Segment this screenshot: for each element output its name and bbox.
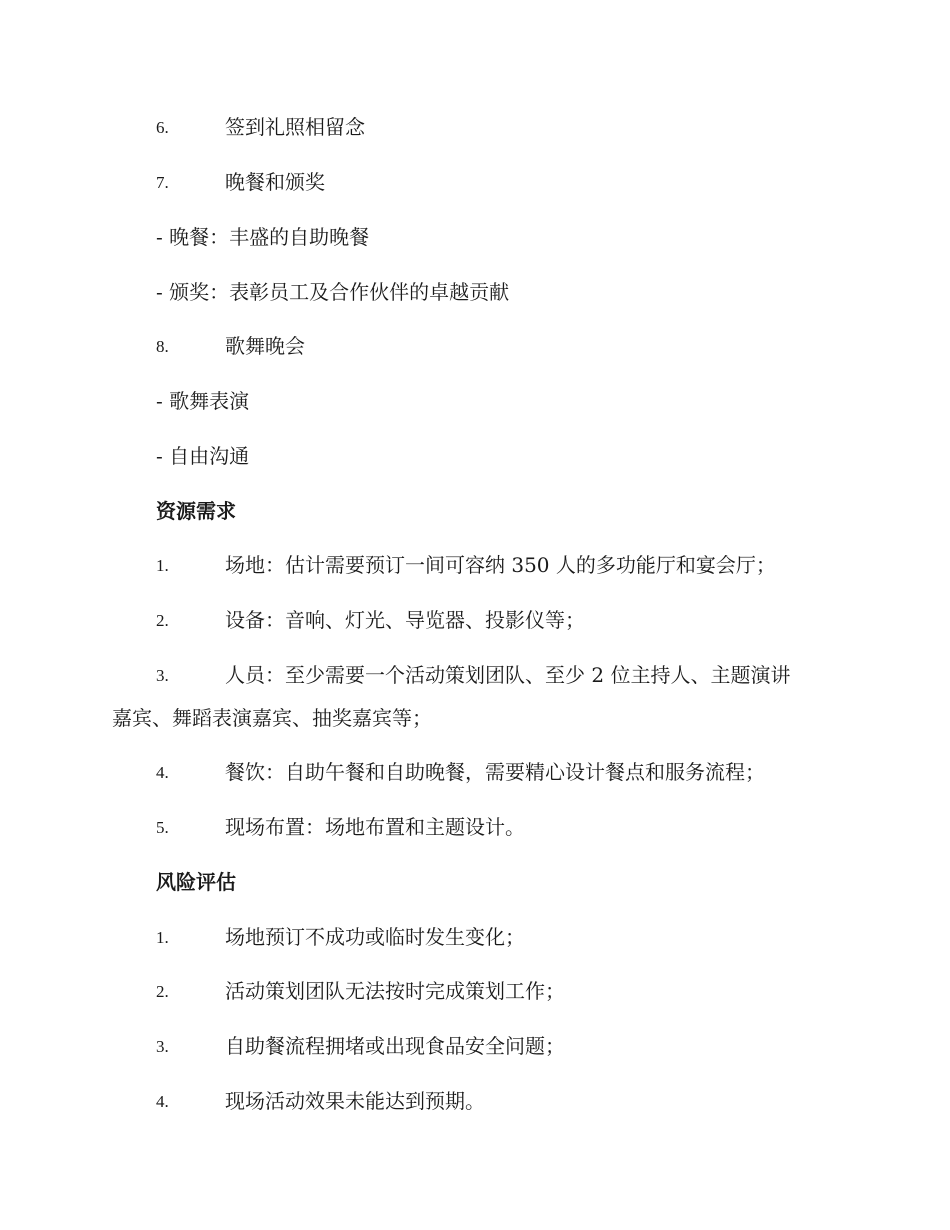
list-text: 场地：估计需要预订一间可容纳 350 人的多功能厅和宴会厅； — [225, 553, 776, 577]
sub-item — [0, 277, 950, 307]
sub-item-text: - 颁奖：表彰员工及合作伙伴的卓越贡献 — [156, 280, 510, 304]
list-text: 晚餐和颁奖 — [225, 170, 325, 194]
section-heading — [0, 867, 950, 897]
list-number: 4. — [156, 763, 169, 782]
list-text: 现场布置：场地布置和主题设计。 — [225, 815, 525, 839]
list-number: 2. — [156, 982, 169, 1001]
list-text: 场地预订不成功或临时发生变化； — [225, 925, 525, 949]
resources-heading: 资源需求 — [156, 499, 236, 523]
list-number: 4. — [156, 1092, 169, 1111]
list-text: 设备：音响、灯光、导览器、投影仪等； — [225, 608, 585, 632]
list-item-continuation — [0, 703, 950, 733]
list-item — [0, 605, 950, 635]
list-number: 6. — [156, 118, 169, 137]
list-number: 3. — [156, 1037, 169, 1056]
sub-item-text: - 自由沟通 — [156, 444, 250, 468]
sub-item — [0, 441, 950, 471]
list-item — [0, 1086, 950, 1116]
list-text: 活动策划团队无法按时完成策划工作； — [225, 979, 565, 1003]
list-item — [0, 922, 950, 952]
list-text: 人员：至少需要一个活动策划团队、至少 2 位主持人、主题演讲 — [225, 663, 791, 687]
list-text-continuation: 嘉宾、舞蹈表演嘉宾、抽奖嘉宾等； — [112, 706, 432, 730]
list-text: 歌舞晚会 — [225, 334, 305, 358]
list-item — [0, 167, 950, 197]
list-item — [0, 331, 950, 361]
list-number: 8. — [156, 337, 169, 356]
sub-item-text: - 晚餐：丰盛的自助晚餐 — [156, 225, 370, 249]
list-item — [0, 812, 950, 842]
list-item — [0, 757, 950, 787]
list-number: 7. — [156, 173, 169, 192]
list-item — [0, 112, 950, 142]
list-text: 现场活动效果未能达到预期。 — [225, 1089, 485, 1113]
list-text: 自助餐流程拥堵或出现食品安全问题； — [225, 1034, 565, 1058]
list-item — [0, 660, 950, 690]
section-heading — [0, 496, 950, 526]
sub-item — [0, 386, 950, 416]
list-number: 3. — [156, 666, 169, 685]
sub-item — [0, 222, 950, 252]
list-text: 签到礼照相留念 — [225, 115, 365, 139]
risks-heading: 风险评估 — [156, 870, 236, 894]
list-item — [0, 1031, 950, 1061]
list-number: 1. — [156, 928, 169, 947]
list-number: 5. — [156, 818, 169, 837]
list-item — [0, 976, 950, 1006]
sub-item-text: - 歌舞表演 — [156, 389, 250, 413]
list-number: 2. — [156, 611, 169, 630]
list-item — [0, 550, 950, 580]
list-number: 1. — [156, 556, 169, 575]
list-text: 餐饮：自助午餐和自助晚餐，需要精心设计餐点和服务流程； — [225, 760, 765, 784]
